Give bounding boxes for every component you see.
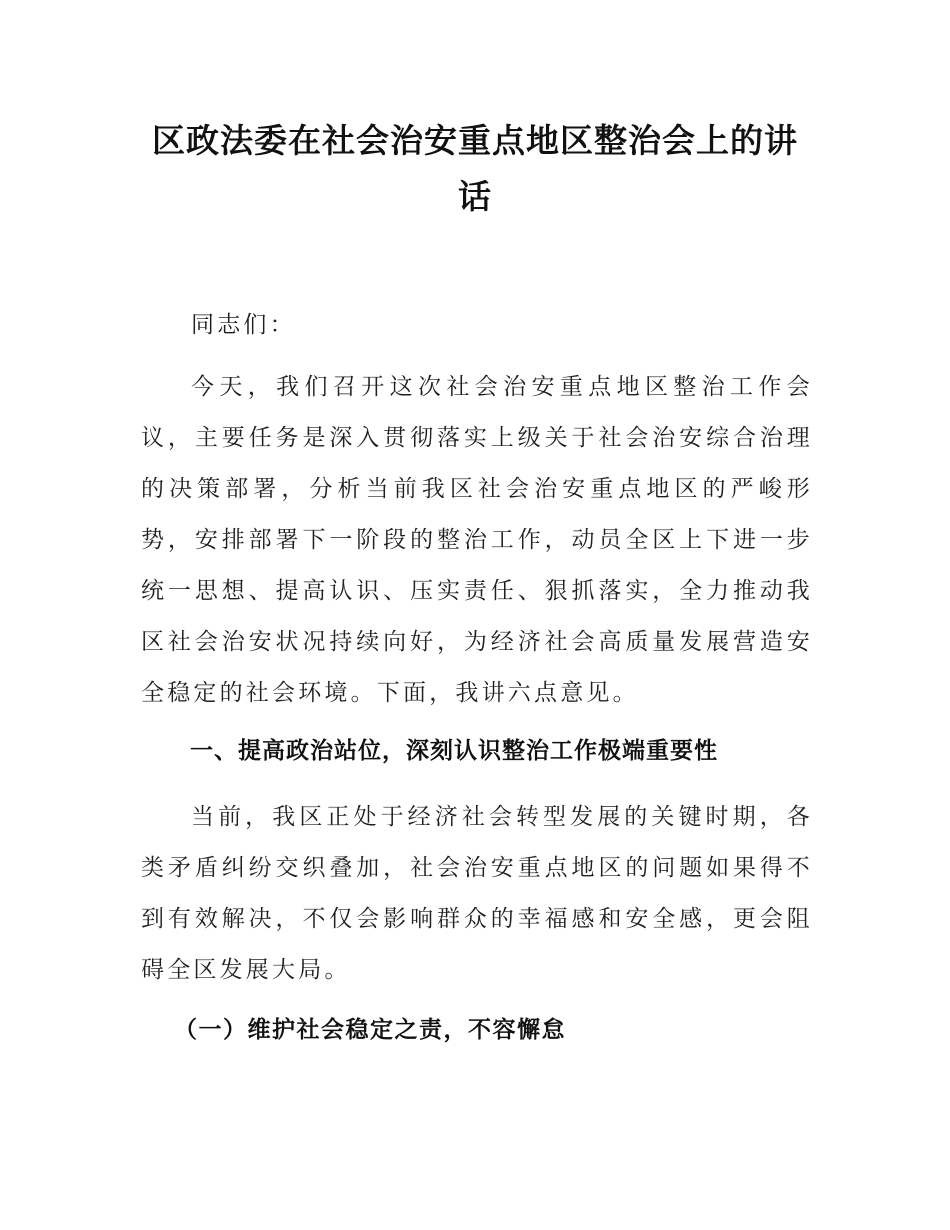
section-heading-1: 一、提高政治站位，深刻认识整治工作极端重要性	[190, 738, 718, 764]
subsection-heading-1-1: （一）维护社会稳定之责，不容懈怠	[174, 1017, 566, 1043]
current-situation-paragraph: 当前，我区正处于经济社会转型发展的关键时期，各类矛盾纠纷交织叠加，社会治安重点地区的问题如果得不到有效解决，不仅会影响群众的幸福感和安全感，更会阻碍全区发展大局。	[141, 804, 813, 983]
document-title: 区政法委在社会治安重点地区整治会上的讲话	[152, 121, 798, 216]
greeting-paragraph: 同志们：	[191, 312, 296, 338]
intro-paragraph: 今天，我们召开这次社会治安重点地区整治工作会议，主要任务是深入贯彻落实上级关于社会治安综合治理的决策部署，分析当前我区社会治安重点地区的严峻形势，安排部署下一阶段的整治工作，动员全区上下进一步统一思想、提高认识、压实责任、狠抓落实，全力推动我区社会治安状况持续向好，为经济社会高质量发展营造安全稳定的社会环境。下面，我讲六点意见。	[141, 374, 813, 706]
